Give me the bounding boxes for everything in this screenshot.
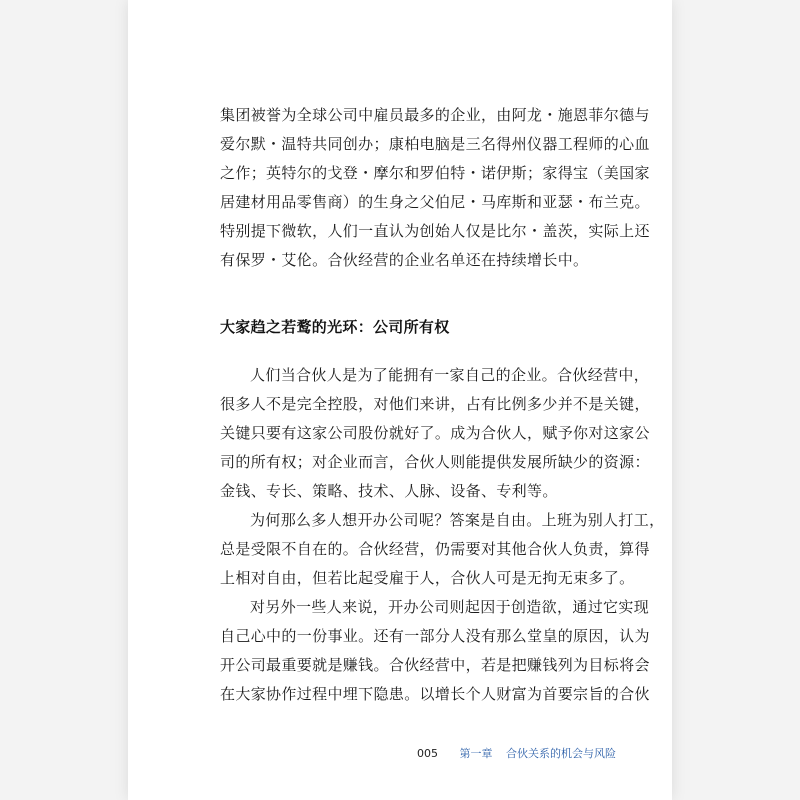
text-line: 之作；英特尔的戈登・摩尔和罗伯特・诺伊斯；家得宝（美国家 (220, 164, 650, 182)
page-footer (417, 745, 616, 761)
text-line: 很多人不是完全控股，对他们来讲，占有比例多少并不是关键， (220, 395, 650, 413)
text-line: 居建材用品零售商）的生身之父伯尼・马库斯和亚瑟・布兰克。 (220, 193, 650, 211)
text-line: 总是受限不自在的。合伙经营，仍需要对其他合伙人负责，算得 (220, 540, 650, 558)
intro-paragraph (220, 101, 650, 275)
text-line: 关键只要有这家公司股份就好了。成为合伙人，赋予你对这家公 (220, 424, 650, 442)
page-number: 005 (417, 747, 438, 760)
text-line: 有保罗・艾伦。合伙经营的企业名单还在持续增长中。 (220, 251, 589, 269)
section-heading: 大家趋之若鹜的光环：公司所有权 (220, 318, 450, 336)
text-line: 司的所有权；对企业而言，合伙人则能提供发展所缺少的资源： (220, 453, 650, 471)
chapter-title: 合伙关系的机会与风险 (506, 747, 616, 760)
text-line: 人们当合伙人是为了能拥有一家自己的企业。合伙经营中， (250, 366, 650, 384)
text-line: 自己心中的一份事业。还有一部分人没有那么堂皇的原因，认为 (220, 627, 650, 645)
text-line: 爱尔默・温特共同创办；康柏电脑是三名得州仪器工程师的心血 (220, 135, 650, 153)
text-line: 金钱、专长、策略、技术、人脉、设备、专利等。 (220, 482, 558, 500)
text-line: 上相对自由，但若比起受雇于人，合伙人可是无拘无束多了。 (220, 569, 635, 587)
chapter-label: 第一章 (459, 747, 493, 760)
book-page (128, 0, 672, 800)
text-line: 在大家协作过程中埋下隐患。以增长个人财富为首要宗旨的合伙 (220, 685, 650, 703)
text-line: 为何那么多人想开办公司呢？答案是自由。上班为别人打工， (250, 511, 665, 529)
text-line: 特别提下微软，人们一直认为创始人仅是比尔・盖茨，实际上还 (220, 222, 650, 240)
text-line: 集团被誉为全球公司中雇员最多的企业，由阿龙・施恩菲尔德与 (220, 106, 650, 124)
text-line: 对另外一些人来说，开办公司则起因于创造欲，通过它实现 (250, 598, 650, 616)
section-body (220, 361, 665, 709)
text-line: 开公司最重要就是赚钱。合伙经营中，若是把赚钱列为目标将会 (220, 656, 650, 674)
